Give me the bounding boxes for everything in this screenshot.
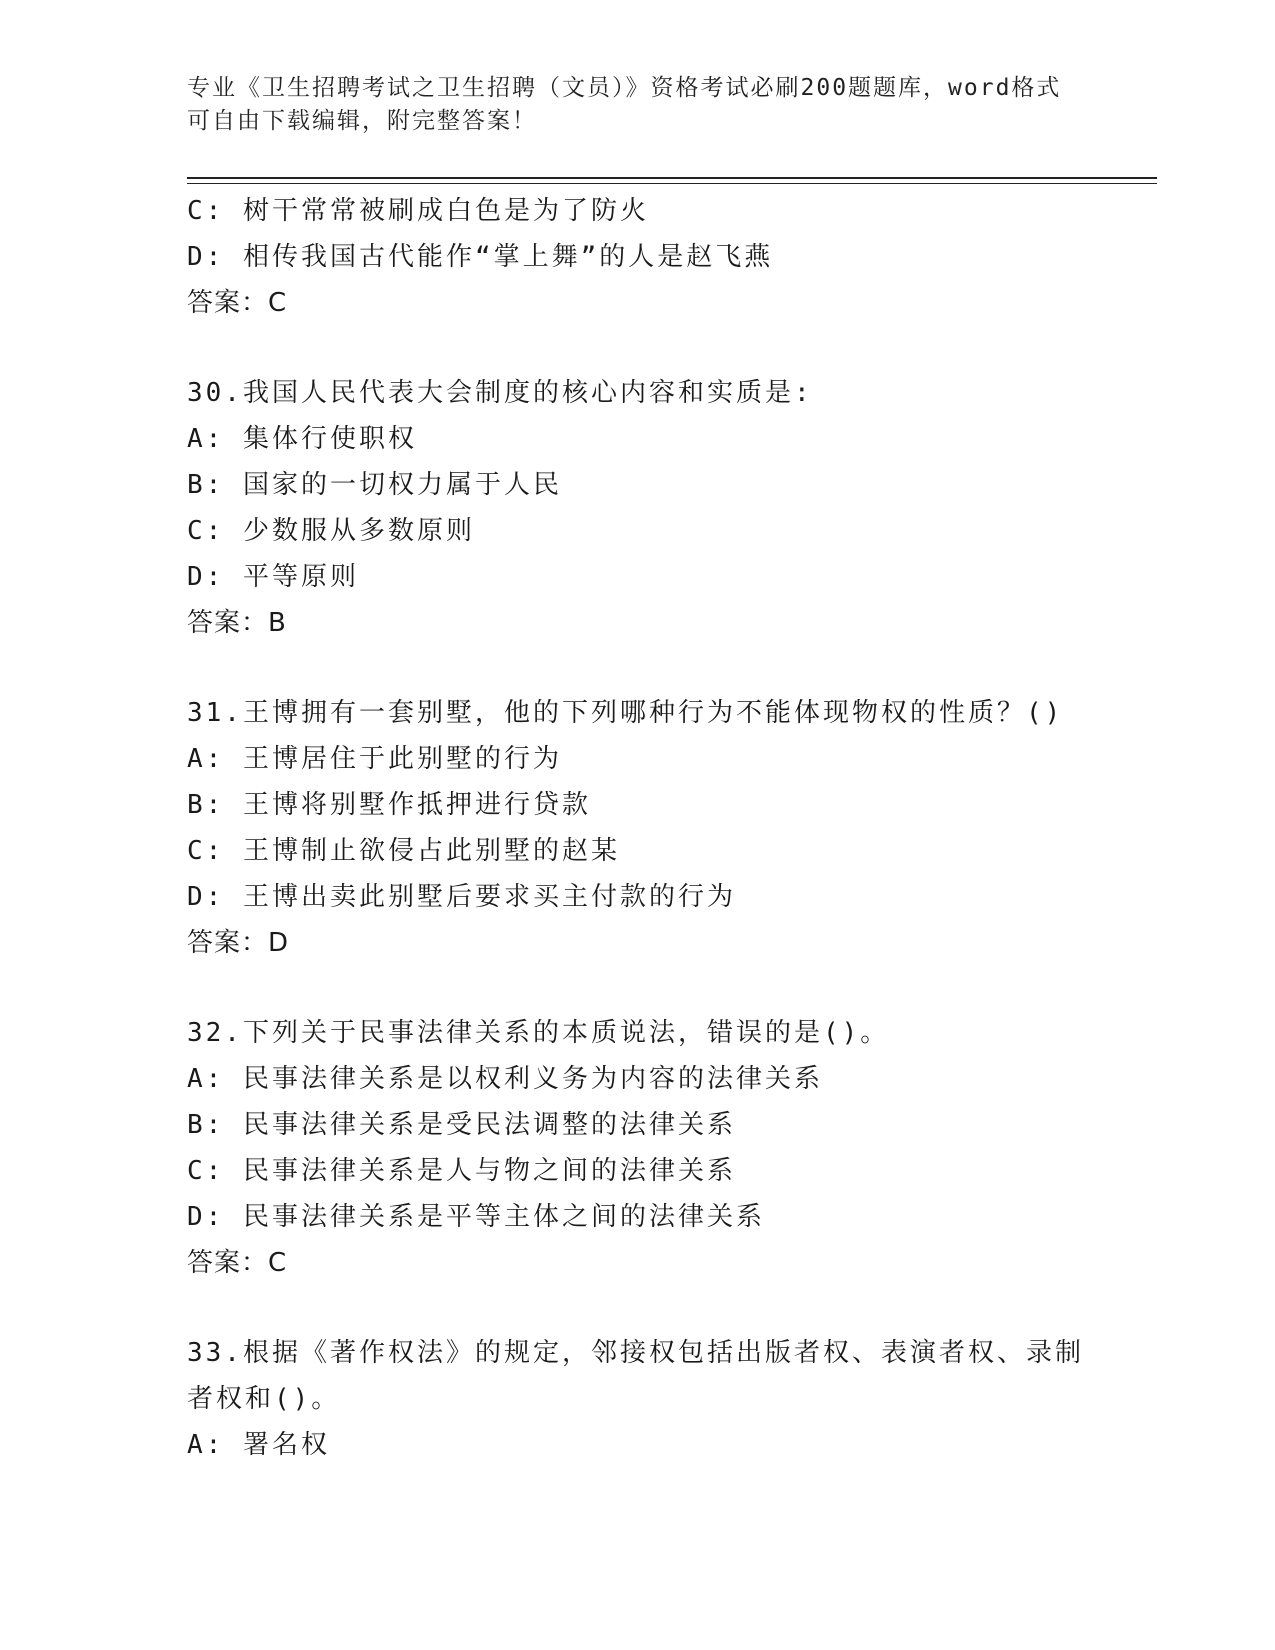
option-c: C: 民事法律关系是人与物之间的法律关系 [187,1156,736,1186]
question-29-tail [187,188,1087,326]
option-d: D: 平等原则 [187,562,359,592]
question-30 [187,370,1087,646]
question-stem: 30.我国人民代表大会制度的核心内容和实质是: [187,378,813,408]
option-c: C: 王博制止欲侵占此别墅的赵某 [187,836,620,866]
question-stem: 32.下列关于民事法律关系的本质说法，错误的是()。 [187,1018,890,1048]
question-32 [187,1010,1087,1286]
option-c: C: 少数服从多数原则 [187,516,475,546]
option-b: B: 民事法律关系是受民法调整的法律关系 [187,1110,736,1140]
question-spacer [187,646,1087,690]
option-c: C: 树干常常被刷成白色是为了防火 [187,196,649,226]
option-d: D: 王博出卖此别墅后要求买主付款的行为 [187,882,736,912]
option-a: A: 集体行使职权 [187,424,417,454]
answer-line: 答案：C [187,1248,288,1278]
option-b: B: 国家的一切权力属于人民 [187,470,562,500]
option-a: A: 署名权 [187,1430,330,1460]
option-a: A: 王博居住于此别墅的行为 [187,744,562,774]
question-stem: 31.王博拥有一套别墅，他的下列哪种行为不能体现物权的性质？() [187,698,1064,728]
option-d: D: 相传我国古代能作“掌上舞”的人是赵飞燕 [187,242,774,272]
answer-line: 答案：D [187,928,290,958]
option-b: B: 王博将别墅作抵押进行贷款 [187,790,591,820]
header-divider-thick [187,177,1157,179]
question-31 [187,690,1087,966]
header-divider-thin [187,183,1157,184]
question-spacer [187,1286,1087,1330]
document-header [187,72,1087,138]
option-a: A: 民事法律关系是以权利义务为内容的法律关系 [187,1064,823,1094]
header-title-line-1: 专业《卫生招聘考试之卫生招聘（文员）》资格考试必刷200题题库，word格式 [187,75,1062,101]
question-spacer [187,966,1087,1010]
question-stem-line-1: 33.根据《著作权法》的规定，邻接权包括出版者权、表演者权、录制 [187,1338,1084,1368]
option-d: D: 民事法律关系是平等主体之间的法律关系 [187,1202,765,1232]
question-list [187,188,1087,1468]
answer-line: 答案：C [187,288,288,318]
header-title-line-2: 可自由下载编辑，附完整答案！ [187,108,537,134]
answer-line: 答案：B [187,608,287,638]
question-33 [187,1330,1087,1468]
question-spacer [187,326,1087,370]
question-stem-line-2: 者权和()。 [187,1384,341,1414]
